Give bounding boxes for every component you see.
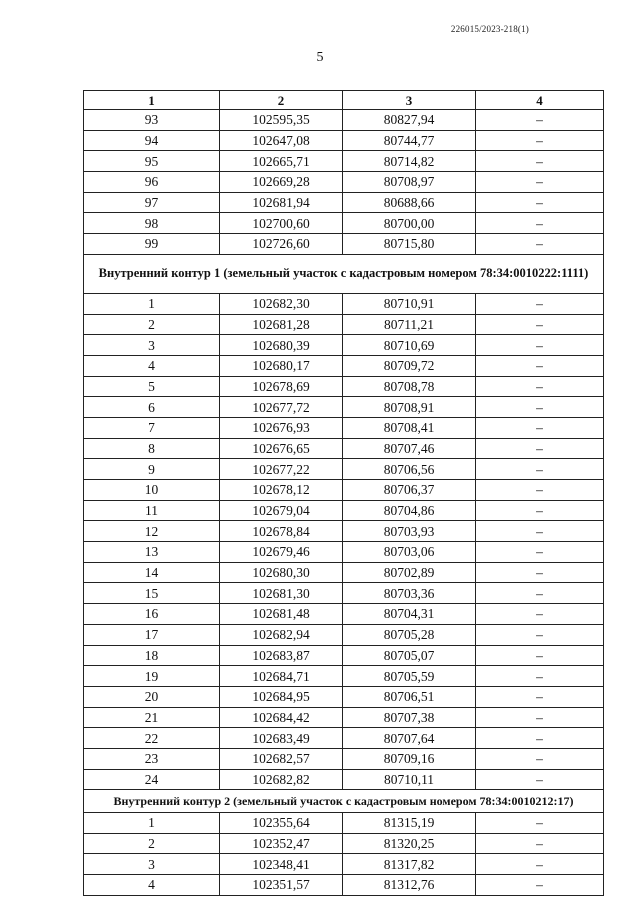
point-number-cell: 11 bbox=[84, 500, 220, 521]
column-4-cell: – bbox=[476, 213, 604, 234]
table-row bbox=[84, 583, 604, 604]
table-row bbox=[84, 604, 604, 625]
section-header-row bbox=[84, 790, 604, 813]
point-number-cell: 97 bbox=[84, 192, 220, 213]
point-number-cell: 21 bbox=[84, 707, 220, 728]
y-coordinate-cell: 80706,37 bbox=[343, 480, 476, 501]
point-number-cell: 15 bbox=[84, 583, 220, 604]
table-row bbox=[84, 875, 604, 896]
x-coordinate-cell: 102676,65 bbox=[220, 438, 343, 459]
column-4-cell: – bbox=[476, 293, 604, 314]
column-header: 3 bbox=[343, 91, 476, 110]
x-coordinate-cell: 102355,64 bbox=[220, 813, 343, 834]
x-coordinate-cell: 102669,28 bbox=[220, 172, 343, 193]
x-coordinate-cell: 102680,30 bbox=[220, 562, 343, 583]
table-row bbox=[84, 624, 604, 645]
point-number-cell: 12 bbox=[84, 521, 220, 542]
column-4-cell: – bbox=[476, 335, 604, 356]
table-row bbox=[84, 500, 604, 521]
table-row bbox=[84, 110, 604, 131]
table-row bbox=[84, 355, 604, 376]
x-coordinate-cell: 102681,48 bbox=[220, 604, 343, 625]
x-coordinate-cell: 102682,82 bbox=[220, 769, 343, 790]
x-coordinate-cell: 102684,95 bbox=[220, 686, 343, 707]
y-coordinate-cell: 80709,72 bbox=[343, 355, 476, 376]
document-number: 226015/2023-218(1) bbox=[450, 24, 529, 34]
x-coordinate-cell: 102351,57 bbox=[220, 875, 343, 896]
point-number-cell: 22 bbox=[84, 728, 220, 749]
column-4-cell: – bbox=[476, 521, 604, 542]
table-row bbox=[84, 769, 604, 790]
column-4-cell: – bbox=[476, 813, 604, 834]
column-4-cell: – bbox=[476, 417, 604, 438]
y-coordinate-cell: 80708,78 bbox=[343, 376, 476, 397]
column-4-cell: – bbox=[476, 728, 604, 749]
column-4-cell: – bbox=[476, 459, 604, 480]
column-4-cell: – bbox=[476, 480, 604, 501]
table-row bbox=[84, 234, 604, 255]
point-number-cell: 13 bbox=[84, 542, 220, 563]
y-coordinate-cell: 80688,66 bbox=[343, 192, 476, 213]
point-number-cell: 96 bbox=[84, 172, 220, 193]
point-number-cell: 5 bbox=[84, 376, 220, 397]
x-coordinate-cell: 102681,28 bbox=[220, 314, 343, 335]
point-number-cell: 2 bbox=[84, 833, 220, 854]
point-number-cell: 98 bbox=[84, 213, 220, 234]
point-number-cell: 17 bbox=[84, 624, 220, 645]
column-4-cell: – bbox=[476, 666, 604, 687]
section-title: Внутренний контур 2 (земельный участок с кадастровым номером 78:34:0010212:17) bbox=[84, 790, 604, 813]
table-row bbox=[84, 707, 604, 728]
x-coordinate-cell: 102647,08 bbox=[220, 130, 343, 151]
y-coordinate-cell: 80708,97 bbox=[343, 172, 476, 193]
y-coordinate-cell: 80705,07 bbox=[343, 645, 476, 666]
point-number-cell: 1 bbox=[84, 293, 220, 314]
y-coordinate-cell: 80703,93 bbox=[343, 521, 476, 542]
x-coordinate-cell: 102681,94 bbox=[220, 192, 343, 213]
point-number-cell: 95 bbox=[84, 151, 220, 172]
table-row bbox=[84, 666, 604, 687]
point-number-cell: 93 bbox=[84, 110, 220, 131]
section-header-row bbox=[84, 254, 604, 293]
table-row bbox=[84, 213, 604, 234]
y-coordinate-cell: 80700,00 bbox=[343, 213, 476, 234]
y-coordinate-cell: 80707,64 bbox=[343, 728, 476, 749]
column-4-cell: – bbox=[476, 314, 604, 335]
table-row bbox=[84, 645, 604, 666]
y-coordinate-cell: 81315,19 bbox=[343, 813, 476, 834]
column-4-cell: – bbox=[476, 234, 604, 255]
coordinates-table bbox=[83, 90, 604, 896]
y-coordinate-cell: 80708,91 bbox=[343, 397, 476, 418]
point-number-cell: 1 bbox=[84, 813, 220, 834]
column-4-cell: – bbox=[476, 110, 604, 131]
table-row bbox=[84, 521, 604, 542]
table-row bbox=[84, 748, 604, 769]
column-4-cell: – bbox=[476, 604, 604, 625]
column-4-cell: – bbox=[476, 624, 604, 645]
column-4-cell: – bbox=[476, 397, 604, 418]
y-coordinate-cell: 80710,11 bbox=[343, 769, 476, 790]
y-coordinate-cell: 80705,28 bbox=[343, 624, 476, 645]
column-4-cell: – bbox=[476, 854, 604, 875]
y-coordinate-cell: 80703,36 bbox=[343, 583, 476, 604]
point-number-cell: 23 bbox=[84, 748, 220, 769]
column-4-cell: – bbox=[476, 769, 604, 790]
x-coordinate-cell: 102683,87 bbox=[220, 645, 343, 666]
point-number-cell: 16 bbox=[84, 604, 220, 625]
table-body bbox=[84, 110, 604, 896]
y-coordinate-cell: 80715,80 bbox=[343, 234, 476, 255]
point-number-cell: 19 bbox=[84, 666, 220, 687]
x-coordinate-cell: 102676,93 bbox=[220, 417, 343, 438]
x-coordinate-cell: 102682,30 bbox=[220, 293, 343, 314]
table-row bbox=[84, 293, 604, 314]
page-number: 5 bbox=[316, 50, 324, 65]
table-row bbox=[84, 151, 604, 172]
column-header: 1 bbox=[84, 91, 220, 110]
x-coordinate-cell: 102678,69 bbox=[220, 376, 343, 397]
column-4-cell: – bbox=[476, 875, 604, 896]
y-coordinate-cell: 80702,89 bbox=[343, 562, 476, 583]
point-number-cell: 99 bbox=[84, 234, 220, 255]
x-coordinate-cell: 102684,42 bbox=[220, 707, 343, 728]
table-row bbox=[84, 562, 604, 583]
table-row bbox=[84, 397, 604, 418]
table-row bbox=[84, 686, 604, 707]
x-coordinate-cell: 102352,47 bbox=[220, 833, 343, 854]
table-row bbox=[84, 192, 604, 213]
table-row bbox=[84, 833, 604, 854]
x-coordinate-cell: 102684,71 bbox=[220, 666, 343, 687]
point-number-cell: 18 bbox=[84, 645, 220, 666]
table-row bbox=[84, 728, 604, 749]
y-coordinate-cell: 80827,94 bbox=[343, 110, 476, 131]
point-number-cell: 94 bbox=[84, 130, 220, 151]
column-4-cell: – bbox=[476, 686, 604, 707]
column-4-cell: – bbox=[476, 438, 604, 459]
point-number-cell: 4 bbox=[84, 355, 220, 376]
column-4-cell: – bbox=[476, 151, 604, 172]
x-coordinate-cell: 102680,17 bbox=[220, 355, 343, 376]
y-coordinate-cell: 80706,51 bbox=[343, 686, 476, 707]
point-number-cell: 24 bbox=[84, 769, 220, 790]
table-row bbox=[84, 130, 604, 151]
section-title: Внутренний контур 1 (земельный участок с кадастровым номером 78:34:0010222:1111) bbox=[84, 254, 604, 293]
y-coordinate-cell: 80714,82 bbox=[343, 151, 476, 172]
column-header: 4 bbox=[476, 91, 604, 110]
point-number-cell: 3 bbox=[84, 335, 220, 356]
point-number-cell: 8 bbox=[84, 438, 220, 459]
y-coordinate-cell: 80703,06 bbox=[343, 542, 476, 563]
y-coordinate-cell: 80710,91 bbox=[343, 293, 476, 314]
column-4-cell: – bbox=[476, 645, 604, 666]
column-4-cell: – bbox=[476, 833, 604, 854]
x-coordinate-cell: 102677,22 bbox=[220, 459, 343, 480]
point-number-cell: 7 bbox=[84, 417, 220, 438]
point-number-cell: 3 bbox=[84, 854, 220, 875]
table-row bbox=[84, 417, 604, 438]
point-number-cell: 14 bbox=[84, 562, 220, 583]
table-row bbox=[84, 542, 604, 563]
y-coordinate-cell: 81317,82 bbox=[343, 854, 476, 875]
y-coordinate-cell: 80707,38 bbox=[343, 707, 476, 728]
point-number-cell: 4 bbox=[84, 875, 220, 896]
table-row bbox=[84, 376, 604, 397]
table-row bbox=[84, 438, 604, 459]
column-4-cell: – bbox=[476, 500, 604, 521]
x-coordinate-cell: 102348,41 bbox=[220, 854, 343, 875]
x-coordinate-cell: 102681,30 bbox=[220, 583, 343, 604]
column-4-cell: – bbox=[476, 130, 604, 151]
column-4-cell: – bbox=[476, 562, 604, 583]
y-coordinate-cell: 80704,31 bbox=[343, 604, 476, 625]
x-coordinate-cell: 102683,49 bbox=[220, 728, 343, 749]
x-coordinate-cell: 102677,72 bbox=[220, 397, 343, 418]
y-coordinate-cell: 80708,41 bbox=[343, 417, 476, 438]
table-row bbox=[84, 813, 604, 834]
x-coordinate-cell: 102595,35 bbox=[220, 110, 343, 131]
x-coordinate-cell: 102726,60 bbox=[220, 234, 343, 255]
y-coordinate-cell: 80711,21 bbox=[343, 314, 476, 335]
x-coordinate-cell: 102680,39 bbox=[220, 335, 343, 356]
table-row bbox=[84, 335, 604, 356]
column-4-cell: – bbox=[476, 355, 604, 376]
y-coordinate-cell: 80706,56 bbox=[343, 459, 476, 480]
point-number-cell: 2 bbox=[84, 314, 220, 335]
y-coordinate-cell: 80744,77 bbox=[343, 130, 476, 151]
table-header-row bbox=[84, 91, 604, 110]
table-row bbox=[84, 459, 604, 480]
point-number-cell: 10 bbox=[84, 480, 220, 501]
x-coordinate-cell: 102682,57 bbox=[220, 748, 343, 769]
x-coordinate-cell: 102679,46 bbox=[220, 542, 343, 563]
column-4-cell: – bbox=[476, 172, 604, 193]
point-number-cell: 6 bbox=[84, 397, 220, 418]
y-coordinate-cell: 80707,46 bbox=[343, 438, 476, 459]
y-coordinate-cell: 80704,86 bbox=[343, 500, 476, 521]
column-header: 2 bbox=[220, 91, 343, 110]
x-coordinate-cell: 102679,04 bbox=[220, 500, 343, 521]
y-coordinate-cell: 80705,59 bbox=[343, 666, 476, 687]
x-coordinate-cell: 102678,12 bbox=[220, 480, 343, 501]
column-4-cell: – bbox=[476, 583, 604, 604]
table-row bbox=[84, 480, 604, 501]
table-row bbox=[84, 314, 604, 335]
column-4-cell: – bbox=[476, 748, 604, 769]
x-coordinate-cell: 102682,94 bbox=[220, 624, 343, 645]
y-coordinate-cell: 81312,76 bbox=[343, 875, 476, 896]
column-4-cell: – bbox=[476, 192, 604, 213]
y-coordinate-cell: 81320,25 bbox=[343, 833, 476, 854]
y-coordinate-cell: 80710,69 bbox=[343, 335, 476, 356]
column-4-cell: – bbox=[476, 376, 604, 397]
x-coordinate-cell: 102665,71 bbox=[220, 151, 343, 172]
column-4-cell: – bbox=[476, 707, 604, 728]
point-number-cell: 20 bbox=[84, 686, 220, 707]
x-coordinate-cell: 102678,84 bbox=[220, 521, 343, 542]
point-number-cell: 9 bbox=[84, 459, 220, 480]
x-coordinate-cell: 102700,60 bbox=[220, 213, 343, 234]
column-4-cell: – bbox=[476, 542, 604, 563]
y-coordinate-cell: 80709,16 bbox=[343, 748, 476, 769]
table-row bbox=[84, 172, 604, 193]
table-row bbox=[84, 854, 604, 875]
